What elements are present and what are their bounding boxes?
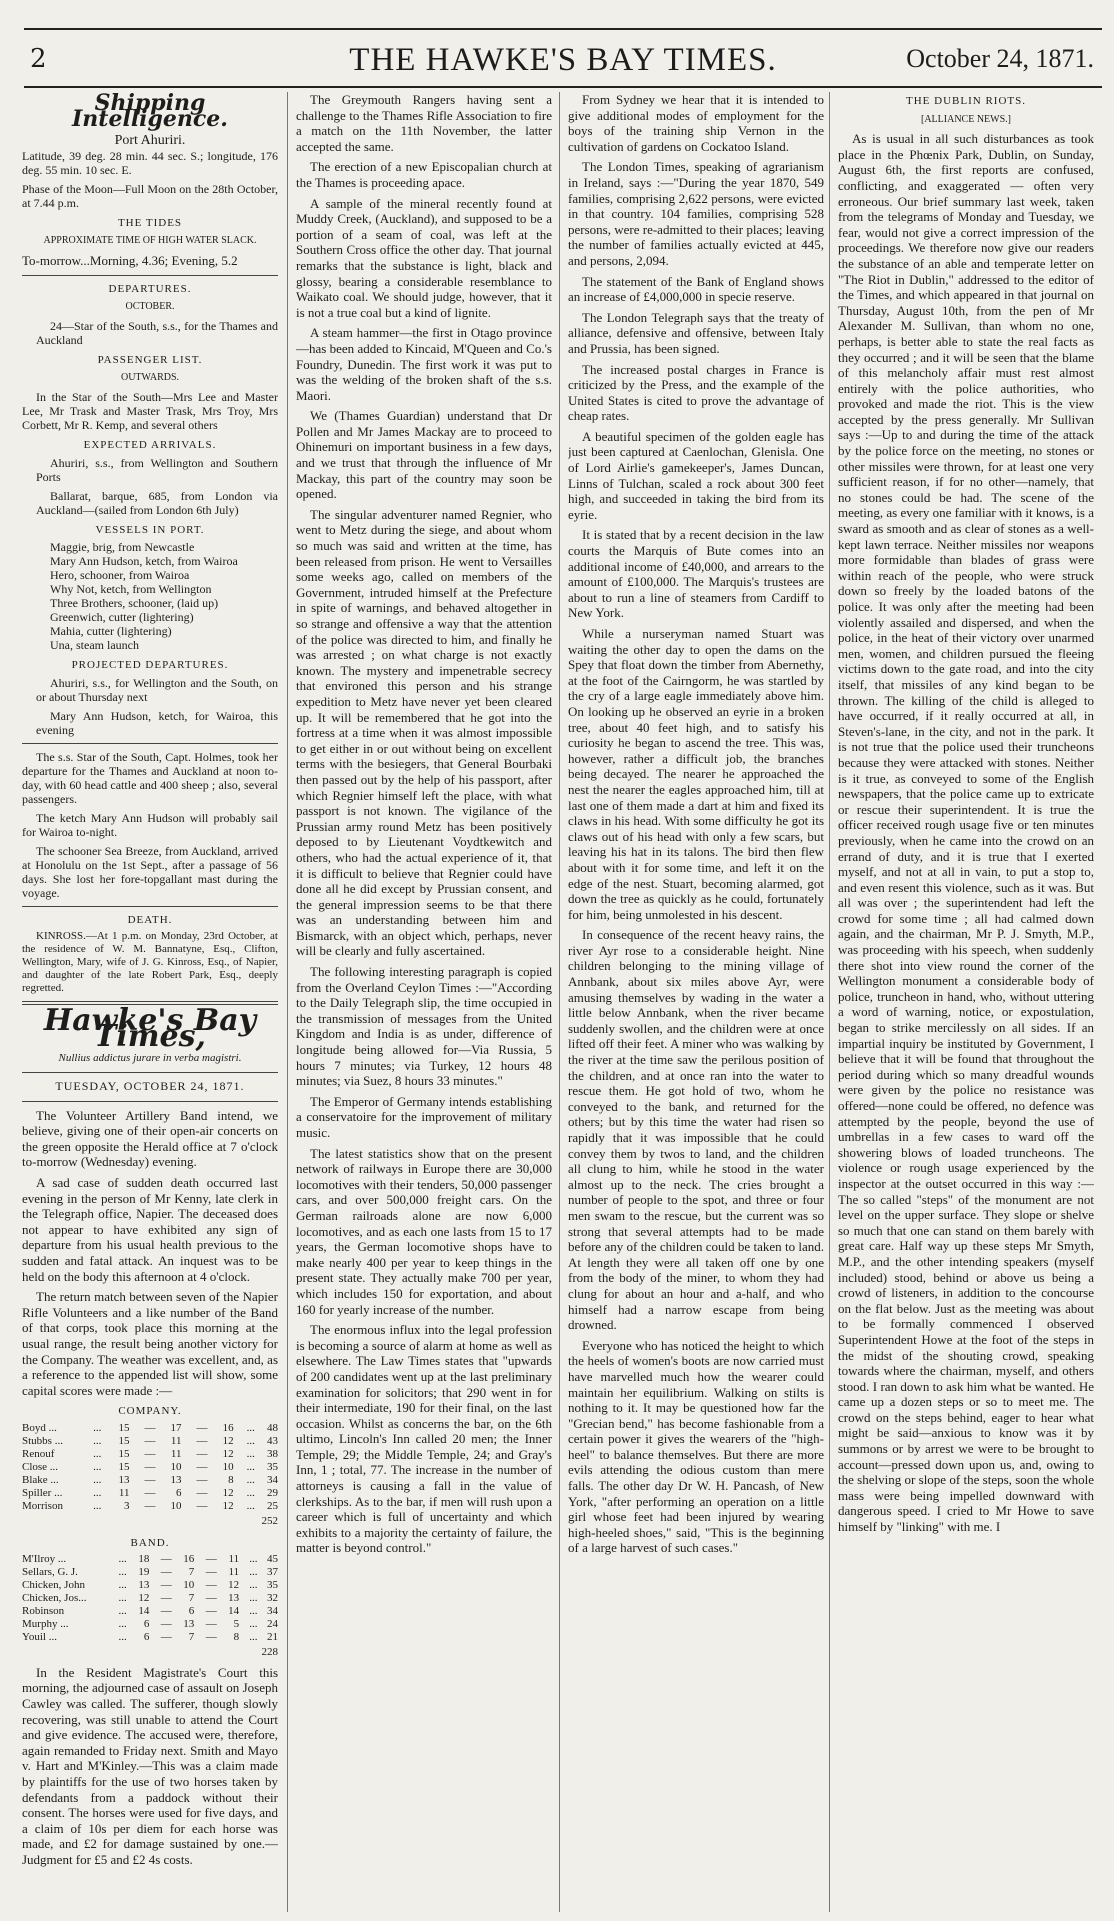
score-cell: — xyxy=(160,1631,172,1644)
column-divider xyxy=(559,92,560,1912)
score-cell: 13 xyxy=(170,1473,182,1486)
column-1 xyxy=(22,92,278,1912)
shooter-name: Sellars, G. J. xyxy=(22,1566,78,1579)
shooter-name: Chicken, John xyxy=(22,1579,85,1592)
score-cell: 24 xyxy=(267,1618,278,1631)
passenger-list: In the Star of the South—Mrs Lee and Master Lee, Mr Trask and Master Trask, Mrs Troy, Mrs Corbett, Mr R. Kemp, and several others xyxy=(22,389,278,432)
score-cell: 37 xyxy=(267,1566,278,1579)
article-paragraph: The singular adventurer named Regnier, who went to Metz during the siege, and about whom so much was said and written at the time, has been released from prison. He went to Versailles some weeks ago, called on members of the Government, intruded himself at the Prefecture in spite of warnings, and behaved altogether in so strange and offensive a way that the attention of the police was directed to him, and finally he was arrested ; on what charge is not exactly known. The mystery and impenetrable secrecy that environed this person and his strange expedition to Metz have never yet been cleared up. It will be remembered that he got into the fortress at a time when it was almost impossible to get either in or out without being on excellent terms with the besiegers, that General Bourbaki then passed out by the help of his passport, after which Regnier himself left the place, with what passport is not known. The vigilance of the Prussian army round Metz has been positively deposed to by Lieutenant Voydtkewitch and others, who had the actual experience of it, that it is difficult to believe that Regnier could have done all he did except by Prussian consent, and the general impression seems to be that there was an understanding between him and Bismarck, with an object which, perhaps, never will be clearly and fully ascertained. xyxy=(296,506,552,959)
score-cell: 10 xyxy=(222,1460,234,1473)
score-row xyxy=(22,1618,278,1631)
score-cell: 6 xyxy=(188,1605,195,1618)
article-paragraph: A beautiful specimen of the golden eagle has just been captured at Caenlochan, Glenisla. One of Lord Airlie's gamekeeper's, James Duncan, Linns of Tulchan, scaled a rock about 300 feet high, and succeeded in taking the bird from its eyrie. xyxy=(568,428,824,522)
score-cell: ... xyxy=(93,1499,102,1512)
latitude-longitude: Latitude, 39 deg. 28 min. 44 sec. S.; longitude, 176 deg. 55 min. 10 sec. E. xyxy=(22,148,278,177)
score-cell: — xyxy=(205,1631,217,1644)
expected-entry: Ahuriri, s.s., from Wellington and Southern Ports xyxy=(36,455,278,484)
score-row xyxy=(22,1461,278,1474)
vessel-item: Why Not, ketch, from Wellington xyxy=(50,582,212,597)
score-cell: ... xyxy=(249,1592,258,1605)
score-cell: ... xyxy=(249,1631,258,1644)
projected-entry: Mary Ann Hudson, ketch, for Wairoa, this evening xyxy=(36,708,278,737)
tides-times: To-morrow...Morning, 4.36; Evening, 5.2 xyxy=(22,252,238,268)
score-cell: ... xyxy=(93,1434,102,1447)
vessel-item: Greenwich, cutter (lightering) xyxy=(50,610,194,625)
score-row xyxy=(22,1566,278,1579)
dateline: TUESDAY, OCTOBER 24, 1871. xyxy=(55,1079,245,1094)
vessel-item: Maggie, brig, from Newcastle xyxy=(50,540,195,555)
article-paragraph: The Greymouth Rangers having sent a challenge to the Thames Rifle Association to fire a match on the 11th November, the latter accepted the same. xyxy=(296,92,552,154)
article-paragraph: While a nurseryman named Stuart was waiting the other day to open the dams on the Spey that float down the timber from Abernethy, at the foot of the Cairngorm, he was startled by the cry of a large eagle immediately above him. On looking up he observed an eyrie in a broken tree, about 40 feet high, and to satisfy his curiosity he began to ascend the tree. This was, however, rather a difficult job, the branches being decayed. The nearer he approached the nest the nearer the eagles approached him, till at last one of them made a dart at him and fixed its claws in his head. With some difficulty he got its claws out of his head with only a few scars, but leaving his hat in its talons. The bird then flew about with it for some time, and left it on the edge of the nest. Stuart, becoming alarmed, got down the tree as quickly as he could, fortunately for him, being unmolested in his descent. xyxy=(568,626,824,922)
article-paragraph: From Sydney we hear that it is intended to give additional modes of employment for the boys of the training ship Vernon in the cultivation of gardens on Cockatoo Island. xyxy=(568,92,824,154)
score-cell: ... xyxy=(93,1447,102,1460)
score-cell: ... xyxy=(118,1605,127,1618)
score-row xyxy=(22,1500,278,1513)
company-heading: COMPANY. xyxy=(118,1405,182,1418)
score-row xyxy=(22,1605,278,1618)
article-paragraph: The statement of the Bank of England shows an increase of £4,000,000 in specie reserve. xyxy=(568,273,824,305)
score-cell: 45 xyxy=(267,1553,278,1566)
motto: Nullius addictus jurare in verba magistri. xyxy=(58,1051,242,1064)
band-total: 228 xyxy=(261,1646,278,1659)
score-cell: 13 xyxy=(228,1592,240,1605)
dublin-riots-source: [ALLIANCE NEWS.] xyxy=(921,113,1011,125)
article-paragraph: The following interesting paragraph is copied from the Overland Ceylon Times :—"According to the Daily Telegraph slip, the time occupied in the transmission of messages from the United Kingdom and India is as under, difference of longitude being allowed for—Via Russia, 5 hours 7 minutes; via Turkey, 12 hours 48 minutes; via Suez, 8 hours 33 minutes." xyxy=(296,964,552,1089)
score-cell: 34 xyxy=(267,1605,278,1618)
divider xyxy=(22,906,278,907)
issue-date: October 24, 1871. xyxy=(906,44,1094,73)
score-cell: — xyxy=(205,1618,217,1631)
top-rule xyxy=(24,28,1102,30)
article-paragraph: A sample of the mineral recently found at Muddy Creek, (Auckland), and supposed to be a portion of a seam of coal, was left at the Southern Cross office the other day. That journal remarks that the substance is light, black and glossy, bearing a considerable resemblance to Waikato coal. We should judge, however, that it is not a true coal but a kind of lignite. xyxy=(296,195,552,320)
article-paragraph: In consequence of the recent heavy rains, the river Ayr rose to a considerable height. Nine children belonging to the mining village of Annbank, about six miles above Ayr, were amusing themselves by wading in the water a little below Annbank, when the river became suddenly swollen, and the children were at once lifted off their feet. A miner who was walking by the river at the time saw the perilous position of the children, and at once ran into the water to rescue them. He got hold of two, whom he conveyed to the bank, and returned for the others; but by this time the water had risen so rapidly that it was impossible that he could convey them by twos to land, and the children all clung to him, while he stood in the water almost up to the neck. The cries brought a number of people to the spot, and three or four men swam to the rescue, but the current was so strong that several attempts had to be made before any of the children could be taken to land. At length they were all taken off one by one from the body of the miner, to whom they had clung for about an hour and a-half, and who himself had a narrow escape from being drowned. xyxy=(568,927,824,1333)
score-cell: ... xyxy=(246,1421,255,1434)
article-paragraph: Everyone who has noticed the height to which the heels of women's boots are now carried must have marvelled much how the wearer could maintain her equilibrium. Walking on stilts is nothing to it. It may be questioned how far the "Grecian bend," has become fashionable from a certain power it gives the wearers of the "high-heel" to balance themselves. But there are more evils attending the odious custom than mere falls. The other day Dr W. H. Pancash, of New York, "after performing an operation on a little girl whose feet had been injured by wearing high-heeled shoes," said, "This is the beginning of a large harvest of such cases." xyxy=(568,1337,824,1556)
score-cell: 7 xyxy=(188,1592,195,1605)
article-paragraph: The return match between seven of the Napier Rifle Volunteers and a like number of the Band of that corps, took place this morning at the usual range, the result being another victory for the Company. The weather was excellent, and, as a reference to the appended list will show, some capital scores were made :— xyxy=(22,1289,278,1398)
score-cell: 35 xyxy=(267,1579,278,1592)
score-cell: 25 xyxy=(267,1499,278,1512)
score-cell: ... xyxy=(118,1592,127,1605)
score-cell: 21 xyxy=(267,1631,278,1644)
score-cell: — xyxy=(144,1499,156,1512)
port-name: Port Ahuriri. xyxy=(114,133,186,149)
masthead-rule xyxy=(24,86,1102,88)
vessel-item: Mary Ann Hudson, ketch, from Wairoa xyxy=(50,554,238,569)
column-4 xyxy=(838,92,1094,1912)
score-cell: — xyxy=(196,1434,208,1447)
score-cell: — xyxy=(196,1460,208,1473)
divider xyxy=(22,743,278,744)
shipping-heading: Shipping Intelligence. xyxy=(72,92,228,132)
divider xyxy=(22,1072,278,1073)
score-cell: 19 xyxy=(138,1566,150,1579)
score-cell: 34 xyxy=(267,1473,278,1486)
score-cell: ... xyxy=(246,1499,255,1512)
article-paragraph: A steam hammer—the first in Otago province—has been added to Kincaid, M'Queen and Co.'s Foundry, Dunedin. The first work it was put to was the welding of the broken shaft of the s.s. Maori. xyxy=(296,325,552,403)
score-cell: — xyxy=(160,1592,172,1605)
vessel-item: Three Brothers, schooner, (laid up) xyxy=(50,596,219,611)
article-paragraph: In the Resident Magistrate's Court this morning, the adjourned case of assault on Joseph Cawley was called. The sufferer, though slowly recovering, was still unable to attend the Court and give evidence. The accused were, therefore, again remanded to Friday next. Smith and Mayo v. Hart and M'Kinley.—This was a claim made by plaintiffs for the use of two horses taken by defendants from a paddock without their consent. The horses were used for five days, and a claim of 10s per diem for each horse was made, and £2 for damage sustained by one.—Judgment for £5 and £2 4s costs. xyxy=(22,1664,278,1867)
score-row xyxy=(22,1592,278,1605)
vessel-item: Mahia, cutter (lightering) xyxy=(50,624,172,639)
score-cell: 11 xyxy=(118,1486,130,1499)
score-cell: 15 xyxy=(118,1421,130,1434)
score-row xyxy=(22,1422,278,1435)
page-number: 2 xyxy=(30,44,47,74)
score-row xyxy=(22,1631,278,1644)
score-cell: ... xyxy=(249,1553,258,1566)
shooter-name: Chicken, Jos... xyxy=(22,1592,87,1605)
shooter-name: Murphy ... xyxy=(22,1618,69,1631)
shooter-name: M'Ilroy ... xyxy=(22,1553,67,1566)
score-cell: — xyxy=(144,1447,156,1460)
score-cell: — xyxy=(196,1499,208,1512)
score-cell: — xyxy=(144,1460,156,1473)
score-cell: 8 xyxy=(233,1631,240,1644)
score-cell: 11 xyxy=(228,1553,240,1566)
score-cell: 12 xyxy=(222,1434,234,1447)
projected-entry: Ahuriri, s.s., for Wellington and the South, on or about Thursday next xyxy=(36,675,278,704)
score-cell: 29 xyxy=(267,1486,278,1499)
tides-sub: APPROXIMATE TIME OF HIGH WATER SLACK. xyxy=(43,235,257,247)
score-cell: 6 xyxy=(176,1486,182,1499)
column-2 xyxy=(296,92,552,1912)
score-cell: 15 xyxy=(118,1434,130,1447)
score-cell: — xyxy=(196,1473,208,1486)
article-paragraph: It is stated that by a recent decision in the law courts the Marquis of Bute comes into an additional income of £40,000, and arrears to the amount of £100,000. The Marquis's trustees are about to run a line of steamers from Cardiff to New York. xyxy=(568,527,824,621)
score-cell: 35 xyxy=(267,1460,278,1473)
vessel-item: Hero, schooner, from Wairoa xyxy=(50,568,190,583)
article-paragraph: As is usual in all such disturbances as took place in the Phœnix Park, Dublin, on Sunday, August 6th, the first reports are confused, conflicting, and exaggerated — often very erroneous. Our brief summary last week, taken from the telegrams of Monday and Tuesday, we fear, would not give a correct impression of the proceedings. We therefore now give our readers the substance of an able and temperate letter on "The Riot in Dublin," addressed to the editor of the Times, and which appeared in that journal on Thursday, August 10th, from the pen of Mr Alexander M. Sullivan, than whom no one, perhaps, is better able to state the real facts as they occurred ; and it will be seen that the blame of this melancholy affair must rest almost entirely with the police authorities, who provoked and made the riot. This is the view accepted by the press generally. Mr Sullivan says :—Up to and during the time of the attack by the police force on the meeting, no stones or other missiles were thrown, for at least one very sufficient reason, if for no other—namely, that no stones could be had. The scene of the meeting, as every one familiar with it knows, is a sward as smooth and as clear of stones as a well-kept lawn terrace. Neither missiles nor weapons more formidable than blades of grass were within reach of the people, who were struck down so freely by the loaded batons of the police. It was only after the meeting had been violently assailed and dispersed, and when the police, in the heat of their victory over unarmed men, women, and children pursued the fleeing victims down to the gate road, and into the city itself, that missiles of any kind began to be thrown. The killing of the child is alleged to have occurred, if it really occurred at all, in Steven's-lane, in the city, and not in the park. It is not true that the police used their truncheons because they were attacked with stones. Neither is it true, as conveyed to some of the English newspapers, that the police came up to extricate or rescue their superintendent. It is true the officer received rough usage five or ten minutes previously, when he came into the crowd on an errand of duty, and it is true that I exerted myself, and not at all in vain, to put a stop to, and even resent this violence, such as it was. But all was over ; the superintendent had left the crowd for some time ; all had calmed down again, and the chairman, Mr P. J. Smyth, M.P., was proceeding with his speech, when suddenly there shot into view round the corner of the Wellington monument a considerable body of police, truncheon in hand, who, without uttering a word of warning, notice, or expostulation, began to strike mercilessly on all sides. If an impartial inquiry be instituted by Government, I believe that it will be found that throughout the period during which so many dreadful wounds were given by the police no resistance was offered—none could be offered, no defence was attempted by the people, beyond the use of umbrellas in a few cases to ward off the showering blows of loaded truncheons. The violence or rough usage experienced by the inspector at the outset occurred in this way :—The so called "steps" of the monument are not level on the upper surface. They slope or shelve so much that one can stand on them barely with great care. Half way up these steps Mr Smyth, M.P., and the other intending speakers (myself included) stood, behind or above us being a crowd of listeners, in addition to the concourse on the flat below. Just as the meeting was about to be formally commenced I observed Superintendent Howe at the foot of the steps in the midst of the shouting crowd, speaking towards where the chairman, myself, and others stood. I ran down to ask him what be wanted. He came up a dozen steps or so to meet me. The crowd on the steps behind, eager to hear what might be said—anxious to know was it by summons or by arrest we were to be brought to account—pressed down upon us, and, owing to the shelving or slope of the steps, soon the whole mass were being impelled downward with dangerous speed. I cried to Mr Howe to save himself by "linking" with me. I xyxy=(838,131,1094,1535)
band-score-table xyxy=(22,1553,278,1644)
article-paragraph: The enormous influx into the legal profession is becoming a source of alarm at home as well as elsewhere. The Law Times states that "upwards of 200 candidates went up at the last preliminary examination for solicitors; that 290 went in for their intermediate, 190 for their final, on the last occasion. Whilst as concerns the bar, on the 6th ultimo, Lincoln's Inn called 20 men; the Inner Temple, 29; the Middle Temple, 24; and Gray's Inn, 1 ; total, 77. The increase in the number of attorneys is causing a fall in the value of clerkships. As to the bar, if men will rush upon a career which is full of uncertainty and which exhibits to a majority the certainty of failure, the matter is beyond control." xyxy=(296,1322,552,1556)
score-cell: ... xyxy=(249,1566,258,1579)
score-cell: 38 xyxy=(267,1447,278,1460)
company-total: 252 xyxy=(261,1514,278,1527)
score-cell: 10 xyxy=(170,1460,182,1473)
score-cell: — xyxy=(205,1566,217,1579)
death-heading: DEATH. xyxy=(127,913,173,926)
score-cell: 43 xyxy=(267,1434,278,1447)
score-cell: — xyxy=(160,1579,172,1592)
departure-entry: 24—Star of the South, s.s., for the Thames and Auckland xyxy=(36,318,278,347)
score-cell: 6 xyxy=(143,1631,150,1644)
score-cell: ... xyxy=(246,1473,255,1486)
score-cell: 8 xyxy=(228,1473,234,1486)
band-heading: BAND. xyxy=(130,1536,170,1549)
score-cell: 16 xyxy=(222,1421,234,1434)
score-cell: ... xyxy=(118,1618,127,1631)
score-cell: ... xyxy=(118,1566,127,1579)
shooter-name: Blake ... xyxy=(22,1473,59,1486)
score-cell: 14 xyxy=(138,1605,150,1618)
score-cell: ... xyxy=(246,1434,255,1447)
shooter-name: Renouf xyxy=(22,1447,55,1460)
shooter-name: Morrison xyxy=(22,1499,63,1512)
score-cell: 11 xyxy=(228,1566,240,1579)
column-3 xyxy=(568,92,824,1912)
score-row xyxy=(22,1448,278,1461)
score-cell: — xyxy=(144,1434,156,1447)
score-row xyxy=(22,1474,278,1487)
dublin-riots-heading: THE DUBLIN RIOTS. xyxy=(906,95,1026,107)
score-cell: ... xyxy=(246,1460,255,1473)
score-row xyxy=(22,1487,278,1500)
score-cell: 5 xyxy=(233,1618,240,1631)
score-cell: 16 xyxy=(183,1553,195,1566)
score-cell: 10 xyxy=(170,1499,182,1512)
passenger-heading: PASSENGER LIST. xyxy=(97,353,203,366)
vessel-item: Una, steam launch xyxy=(50,638,139,653)
divider xyxy=(22,275,278,276)
article-paragraph: The London Times, speaking of agrarianism in Ireland, says :—"During the year 1870, 549 families, comprising 2,622 persons, were evicted in that country. 104 families, comprising 528 persons, were re-admitted to their places; leaving the number of families actually evicted at 445, and persons, 2,094. xyxy=(568,159,824,268)
score-cell: 10 xyxy=(183,1579,195,1592)
score-cell: ... xyxy=(118,1579,127,1592)
score-cell: ... xyxy=(246,1447,255,1460)
score-cell: 15 xyxy=(118,1460,130,1473)
divider xyxy=(22,1101,278,1102)
score-cell: ... xyxy=(93,1486,102,1499)
article-paragraph: The erection of a new Episcopalian church at the Thames is proceeding apace. xyxy=(296,159,552,190)
score-row xyxy=(22,1579,278,1592)
score-cell: — xyxy=(144,1486,156,1499)
score-cell: 12 xyxy=(228,1579,240,1592)
shipping-note: The schooner Sea Breeze, from Auckland, arrived at Honolulu on the 1st Sept., after a passage of 56 days. She lost her fore-topgallant mast during the voyage. xyxy=(22,843,278,900)
article-paragraph: The Emperor of Germany intends establishing a conservatoire for the improvement of military music. xyxy=(296,1093,552,1140)
shooter-name: Stubbs ... xyxy=(22,1434,63,1447)
score-cell: 13 xyxy=(138,1579,150,1592)
score-cell: 3 xyxy=(123,1499,130,1512)
score-cell: ... xyxy=(93,1460,102,1473)
newspaper-title: THE HAWKE'S BAY TIMES. xyxy=(349,42,777,78)
masthead xyxy=(26,36,1100,80)
score-cell: — xyxy=(144,1473,156,1486)
score-cell: — xyxy=(144,1421,156,1434)
score-cell: ... xyxy=(246,1486,255,1499)
score-cell: — xyxy=(196,1486,208,1499)
death-notice: KINROSS.—At 1 p.m. on Monday, 23rd October, at the residence of W. M. Bannatyne, Esq., Clifton, Wellington, Mary, wife of J. G. Kinross, Esq., of Napier, and daughter of the late Robert Park, Esq., deeply regretted. xyxy=(22,930,278,995)
score-cell: ... xyxy=(118,1553,127,1566)
score-cell: — xyxy=(196,1447,208,1460)
score-cell: 14 xyxy=(228,1605,240,1618)
shooter-name: Close ... xyxy=(22,1460,59,1473)
tides-heading: THE TIDES xyxy=(117,216,183,229)
score-cell: ... xyxy=(93,1421,102,1434)
score-cell: 18 xyxy=(138,1553,150,1566)
vessels-heading: VESSELS IN PORT. xyxy=(95,523,205,536)
shooter-name: Spiller ... xyxy=(22,1486,63,1499)
score-cell: 17 xyxy=(170,1421,182,1434)
article-paragraph: The Volunteer Artillery Band intend, we believe, giving one of their open-air concerts on the green opposite the Herald office at 7 o'clock to-morrow (Wednesday) evening. xyxy=(22,1107,278,1170)
shooter-name: Robinson xyxy=(22,1605,65,1618)
score-cell: — xyxy=(205,1592,217,1605)
score-row xyxy=(22,1553,278,1566)
score-cell: 12 xyxy=(138,1592,150,1605)
score-cell: 48 xyxy=(267,1421,278,1434)
paper-heading: Hawke's Bay Times, xyxy=(43,1003,257,1054)
score-cell: — xyxy=(160,1566,172,1579)
score-cell: ... xyxy=(249,1605,258,1618)
departures-heading: DEPARTURES. xyxy=(108,282,192,295)
score-cell: 13 xyxy=(118,1473,130,1486)
score-cell: — xyxy=(205,1605,217,1618)
score-cell: — xyxy=(205,1579,217,1592)
shooter-name: Youil ... xyxy=(22,1631,57,1644)
projected-heading: PROJECTED DEPARTURES. xyxy=(71,659,229,672)
shipping-note: The ketch Mary Ann Hudson will probably sail for Wairoa to-night. xyxy=(22,810,278,839)
score-cell: — xyxy=(160,1605,172,1618)
article-paragraph: The increased postal charges in France is criticized by the Press, and the example of the United States is cited to prove the advantage of cheap rates. xyxy=(568,361,824,424)
column-divider xyxy=(829,92,830,1912)
score-cell: 13 xyxy=(183,1618,195,1631)
score-row xyxy=(22,1435,278,1448)
article-paragraph: A sad case of sudden death occurred last evening in the person of Mr Kenny, late clerk in the Telegraph office, Napier. The deceased does not appear to have exhibited any sign of departure from his usual health previous to the sudden and fatal attack. An inquest was to be held on the body this afternoon at 4 o'clock. xyxy=(22,1175,278,1284)
expected-entry: Ballarat, barque, 685, from London via Auckland—(sailed from London 6th July) xyxy=(36,488,278,517)
shipping-note: The s.s. Star of the South, Capt. Holmes, took her departure for the Thames and Auckland at noon to-day, with 60 head cattle and 400 sheep ; also, several passengers. xyxy=(22,749,278,806)
score-cell: 15 xyxy=(118,1447,130,1460)
score-cell: ... xyxy=(93,1473,102,1486)
article-paragraph: The latest statistics show that on the present network of railways in Europe there are 30,000 locomotives with their tenders, 50,000 passenger cars, and over 500,000 freight cars. On the German railroads alone are now 6,000 locomotives, and as each one lasts from 15 to 17 years, the German locomotive shops have to make nearly 400 per year to keep things in the present state. They actually make 700 per year, which includes 150 for exportation, and about 160 for yearly increase of the number. xyxy=(296,1145,552,1317)
score-cell: 32 xyxy=(267,1592,278,1605)
score-cell: 11 xyxy=(170,1434,182,1447)
column-divider xyxy=(287,92,288,1912)
score-cell: — xyxy=(205,1553,217,1566)
score-cell: — xyxy=(196,1421,208,1434)
score-cell: 11 xyxy=(170,1447,182,1460)
score-cell: ... xyxy=(249,1579,258,1592)
score-cell: 7 xyxy=(188,1566,195,1579)
moon-phase: Phase of the Moon—Full Moon on the 28th October, at 7.44 p.m. xyxy=(22,181,278,210)
score-cell: 12 xyxy=(222,1486,234,1499)
article-paragraph: The London Telegraph says that the treaty of alliance, defensive and offensive, between Italy and Prussia, has been signed. xyxy=(568,309,824,356)
score-cell: — xyxy=(160,1553,172,1566)
expected-heading: EXPECTED ARRIVALS. xyxy=(83,438,217,451)
score-cell: 12 xyxy=(222,1447,234,1460)
company-score-table xyxy=(22,1422,278,1513)
score-cell: 6 xyxy=(143,1618,150,1631)
shooter-name: Boyd ... xyxy=(22,1421,57,1434)
score-cell: 7 xyxy=(188,1631,195,1644)
score-cell: — xyxy=(160,1618,172,1631)
score-cell: ... xyxy=(118,1631,127,1644)
score-cell: ... xyxy=(249,1618,258,1631)
score-cell: 12 xyxy=(222,1499,234,1512)
article-paragraph: We (Thames Guardian) understand that Dr Pollen and Mr James Mackay are to proceed to Ohinemuri on important business in a few days, and we trust that through the influence of Mr Mackay, this part of the country may soon be opened. xyxy=(296,408,552,502)
departures-month: OCTOBER. xyxy=(125,301,175,313)
passenger-sub: OUTWARDS. xyxy=(120,372,180,384)
